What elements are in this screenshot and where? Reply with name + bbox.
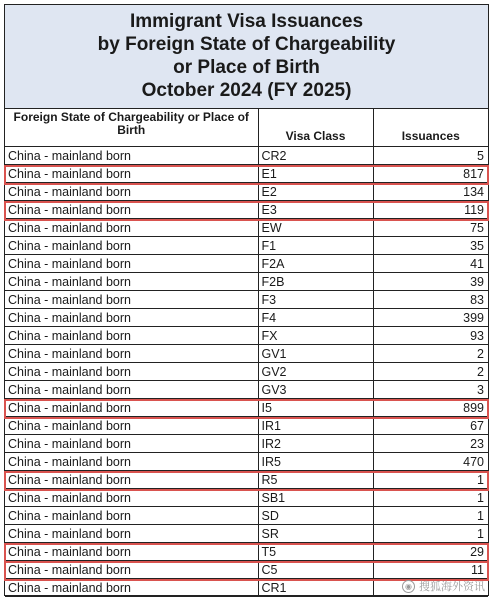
table-row [5, 273, 488, 291]
cell-issuances: 93 [373, 327, 488, 345]
cell-state: China - mainland born [5, 165, 258, 183]
table-row [5, 525, 488, 543]
cell-state: China - mainland born [5, 381, 258, 399]
cell-issuances: 899 [373, 399, 488, 417]
table-row [5, 237, 488, 255]
cell-issuances: 41 [373, 255, 488, 273]
cell-visa-class: SR [258, 525, 373, 543]
title-line-4: October 2024 (FY 2025) [141, 80, 352, 101]
table-row [5, 435, 488, 453]
cell-state: China - mainland born [5, 489, 258, 507]
table-row [5, 201, 488, 219]
cell-visa-class: CR2 [258, 147, 373, 165]
cell-visa-class: GV1 [258, 345, 373, 363]
cell-state: China - mainland born [5, 237, 258, 255]
cell-state: China - mainland born [5, 561, 258, 579]
cell-state: China - mainland born [5, 579, 258, 597]
cell-issuances: 2 [373, 345, 488, 363]
cell-visa-class: E2 [258, 183, 373, 201]
watermark [402, 578, 485, 594]
cell-visa-class: IR2 [258, 435, 373, 453]
header-row [5, 109, 488, 147]
cell-state: China - mainland born [5, 453, 258, 471]
cell-issuances: 23 [373, 435, 488, 453]
cell-state: China - mainland born [5, 525, 258, 543]
table-row [5, 489, 488, 507]
cell-visa-class: C5 [258, 561, 373, 579]
table-row [5, 255, 488, 273]
cell-issuances: 134 [373, 183, 488, 201]
cell-issuances: 5 [373, 147, 488, 165]
cell-issuances: 817 [373, 165, 488, 183]
cell-visa-class: SD [258, 507, 373, 525]
title-line-1: Immigrant Visa Issuances [129, 11, 364, 32]
cell-state: China - mainland born [5, 219, 258, 237]
table-row [5, 471, 488, 489]
cell-state: China - mainland born [5, 543, 258, 561]
table-title [5, 5, 488, 109]
header-issuances: Issuances [373, 109, 488, 147]
cell-visa-class: IR1 [258, 417, 373, 435]
cell-issuances: 35 [373, 237, 488, 255]
cell-visa-class: F3 [258, 291, 373, 309]
cell-visa-class: CR1 [258, 579, 373, 597]
cell-state: China - mainland born [5, 309, 258, 327]
cell-issuances: 29 [373, 543, 488, 561]
table-row [5, 417, 488, 435]
cell-state: China - mainland born [5, 273, 258, 291]
cell-issuances: 119 [373, 201, 488, 219]
cell-visa-class: FX [258, 327, 373, 345]
cell-issuances: 11 [373, 561, 488, 579]
cell-visa-class: SB1 [258, 489, 373, 507]
cell-visa-class: E1 [258, 165, 373, 183]
cell-state: China - mainland born [5, 255, 258, 273]
cell-state: China - mainland born [5, 507, 258, 525]
issuances-table [5, 109, 488, 597]
cell-state: China - mainland born [5, 183, 258, 201]
table-row [5, 543, 488, 561]
table-row [5, 453, 488, 471]
watermark-logo-icon: ◉ [402, 580, 415, 593]
header-state: Foreign State of Chargeability or Place of Birth [5, 109, 258, 147]
cell-visa-class: F2B [258, 273, 373, 291]
table-row [5, 291, 488, 309]
watermark-text: 搜狐海外资讯 [419, 581, 485, 593]
cell-state: China - mainland born [5, 471, 258, 489]
table-row [5, 183, 488, 201]
title-line-3: or Place of Birth [173, 57, 320, 78]
table-row [5, 309, 488, 327]
cell-issuances: 83 [373, 291, 488, 309]
title-line-2: by Foreign State of Chargeability [97, 34, 396, 55]
cell-state: China - mainland born [5, 399, 258, 417]
cell-visa-class: GV2 [258, 363, 373, 381]
cell-issuances: 2 [373, 363, 488, 381]
cell-visa-class: R5 [258, 471, 373, 489]
cell-state: China - mainland born [5, 147, 258, 165]
table-row [5, 165, 488, 183]
cell-issuances: 1 [373, 489, 488, 507]
table-row [5, 147, 488, 165]
table-row [5, 363, 488, 381]
cell-issuances: 399 [373, 309, 488, 327]
table-body [5, 147, 488, 597]
cell-state: China - mainland born [5, 291, 258, 309]
cell-visa-class: F2A [258, 255, 373, 273]
cell-visa-class: F1 [258, 237, 373, 255]
visa-table-document [4, 4, 489, 596]
cell-issuances: 1 [373, 471, 488, 489]
cell-issuances: 3 [373, 381, 488, 399]
cell-state: China - mainland born [5, 363, 258, 381]
cell-visa-class: F4 [258, 309, 373, 327]
cell-issuances: 1 [373, 507, 488, 525]
cell-issuances: 75 [373, 219, 488, 237]
cell-visa-class: E3 [258, 201, 373, 219]
table-row [5, 345, 488, 363]
table-row [5, 219, 488, 237]
table-row [5, 327, 488, 345]
table-row [5, 399, 488, 417]
cell-state: China - mainland born [5, 345, 258, 363]
table-row [5, 381, 488, 399]
table-row [5, 507, 488, 525]
cell-visa-class: I5 [258, 399, 373, 417]
cell-visa-class: IR5 [258, 453, 373, 471]
table-row [5, 561, 488, 579]
cell-state: China - mainland born [5, 417, 258, 435]
cell-issuances: 39 [373, 273, 488, 291]
cell-issuances: 67 [373, 417, 488, 435]
cell-state: China - mainland born [5, 327, 258, 345]
cell-issuances: 1 [373, 525, 488, 543]
cell-visa-class: T5 [258, 543, 373, 561]
cell-state: China - mainland born [5, 435, 258, 453]
cell-issuances: 470 [373, 453, 488, 471]
cell-state: China - mainland born [5, 201, 258, 219]
header-visa-class: Visa Class [258, 109, 373, 147]
cell-visa-class: EW [258, 219, 373, 237]
cell-visa-class: GV3 [258, 381, 373, 399]
